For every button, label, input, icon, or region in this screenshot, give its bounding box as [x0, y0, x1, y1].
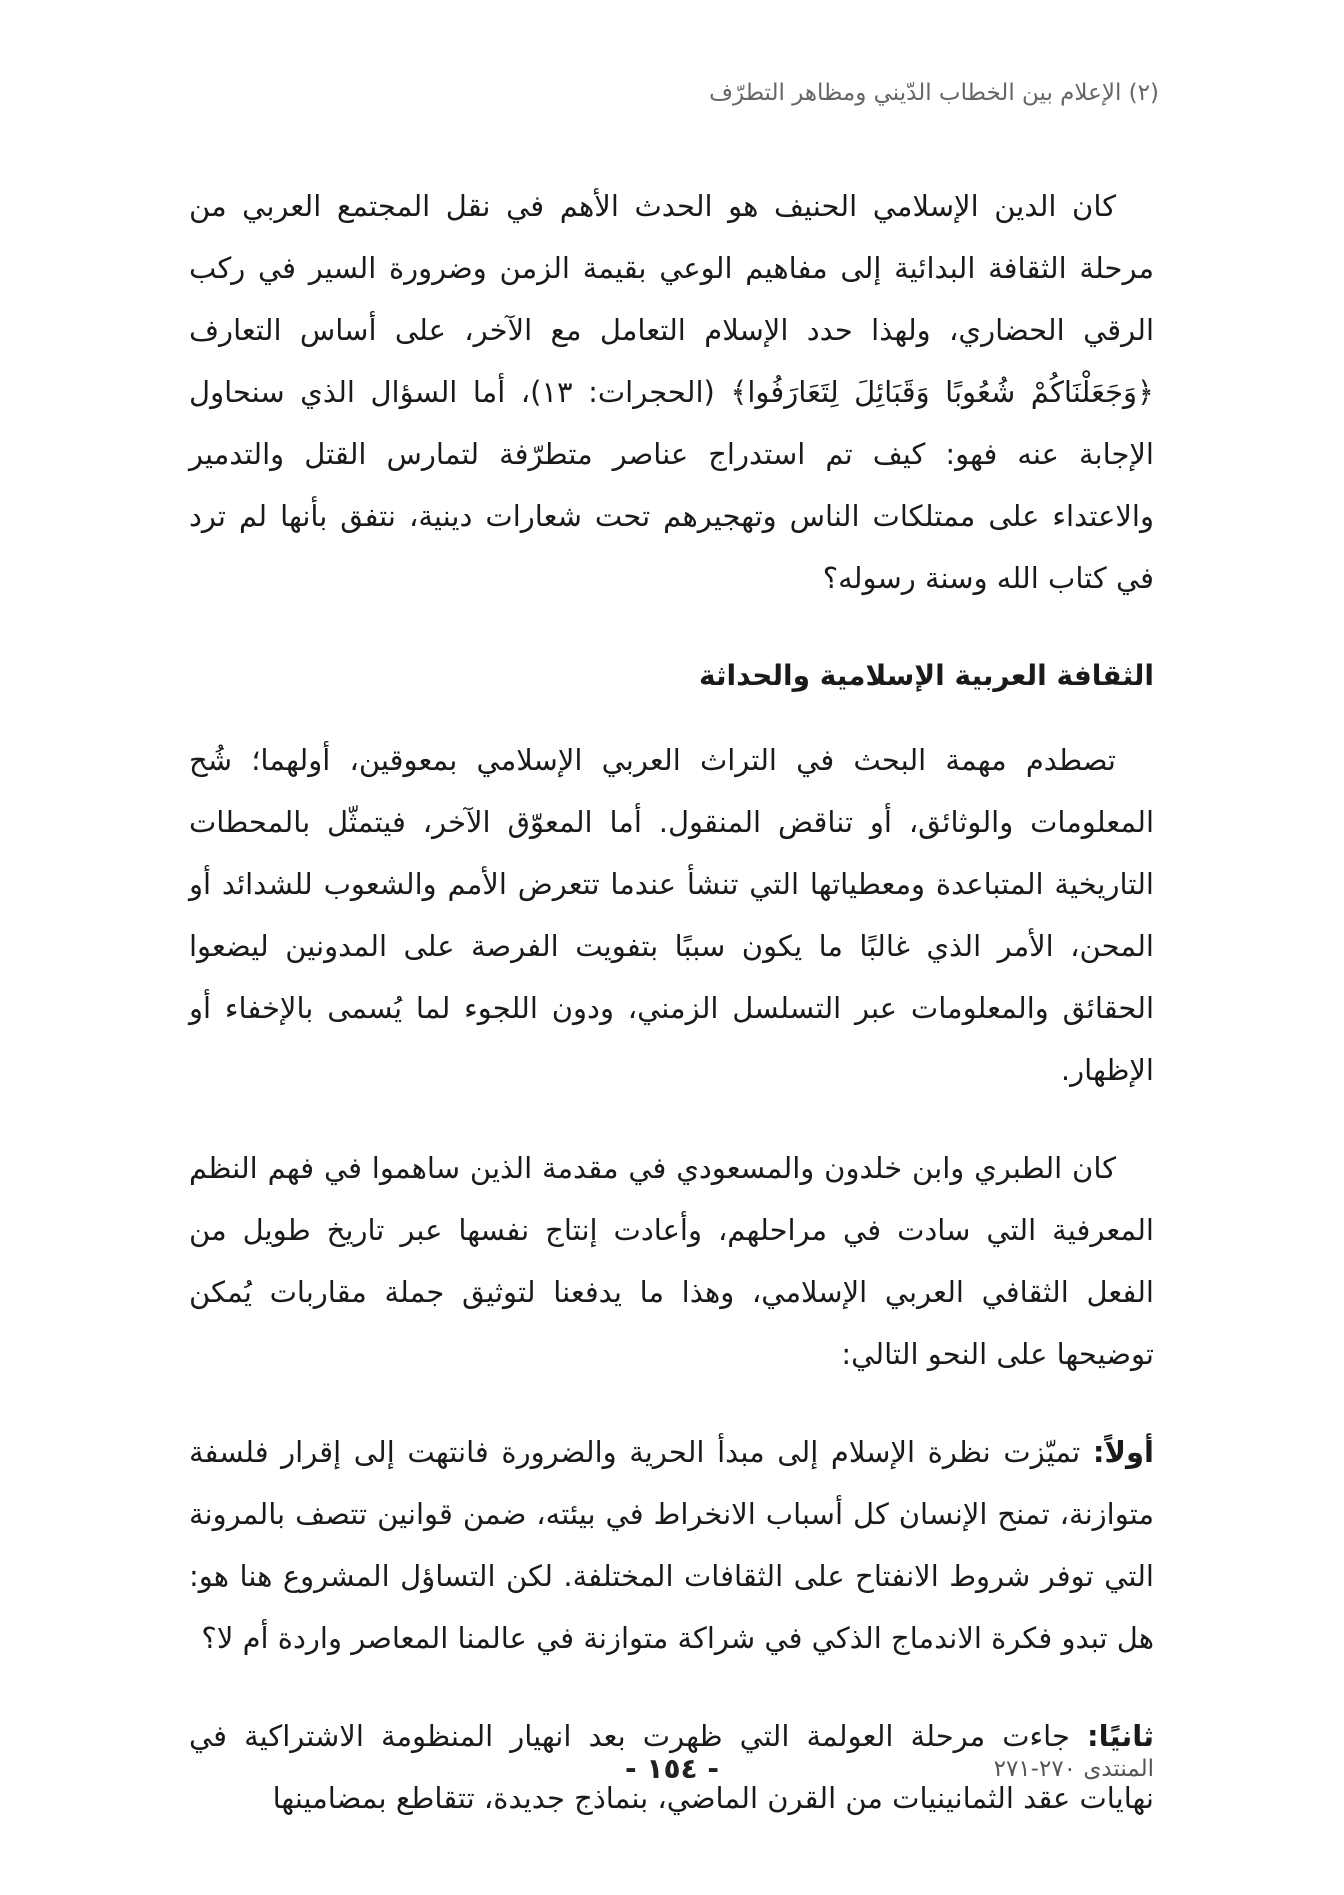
first-point-text: تميّزت نظرة الإسلام إلى مبدأ الحرية والضرورة فانتهت إلى إقرار فلسفة متوازنة، تمنح الإنسان كل أسباب الانخراط في بيئته، ضمن قوانين تتصف بالمرونة التي توفر شروط الانفتاح على الثقافات المختلفة. لكن التساؤل المشروع هنا هو: هل تبدو فكرة الاندماج الذكي في شراكة متوازنة في عالمنا المعاصر واردة أم لا؟	[189, 1435, 1154, 1655]
paragraph-intro: كان الدين الإسلامي الحنيف هو الحدث الأهم في نقل المجتمع العربي من مرحلة الثقافة البدائية إلى مفاهيم الوعي بقيمة الزمن وضرورة السير في ركب الرقي الحضاري، ولهذا حدد الإسلام التعامل مع الآخر، على أساس التعارف ﴿وَجَعَلْنَاكُمْ شُعُوبًا وَقَبَائِلَ لِتَعَارَفُوا﴾ (الحجرات: ١٣)، أما السؤال الذي سنحاول الإجابة عنه فهو: كيف تم استدراج عناصر متطرّفة لتمارس القتل والتدمير والاعتداء على ممتلكات الناس وتهجيرهم تحت شعارات دينية، نتفق بأنها لم ترد في كتاب الله وسنة رسوله؟	[189, 189, 1154, 595]
section-heading: الثقافة العربية الإسلامية والحداثة	[699, 659, 1154, 692]
spacer	[189, 609, 1154, 645]
first-point-label: أولاً:	[1092, 1435, 1154, 1469]
spacer	[189, 1385, 1154, 1421]
paragraph-obstacles: تصطدم مهمة البحث في التراث العربي الإسلامي بمعوقين، أولهما؛ شُح المعلومات والوثائق، أو تناقض المنقول. أما المعوّق الآخر، فيتمثّل بالمحطات التاريخية المتباعدة ومعطياتها التي تنشأ عندما تتعرض الأمم والشعوب للشدائد أو المحن، الأمر الذي غالبًا ما يكون سببًا بتفويت الفرصة على المدونين ليضعوا الحقائق والمعلومات عبر التسلسل الزمني، ودون اللجوء لما يُسمى بالإخفاء أو الإظهار.	[189, 743, 1154, 1087]
article-body	[189, 175, 1154, 1829]
spacer	[189, 1669, 1154, 1705]
running-title: (٢) الإعلام بين الخطاب الدّيني ومظاهر التطرّف	[709, 80, 1159, 106]
second-point-label: ثانيًا:	[1087, 1719, 1154, 1753]
page-footer	[0, 1752, 1344, 1792]
paragraph-first-point	[189, 1421, 1154, 1669]
spacer	[189, 707, 1154, 729]
spacer	[189, 1101, 1154, 1137]
paragraph-historians: كان الطبري وابن خلدون والمسعودي في مقدمة الذين ساهموا في فهم النظم المعرفية التي سادت في مراحلهم، وأعادت إنتاج نفسها عبر تاريخ طويل من الفعل الثقافي العربي الإسلامي، وهذا ما يدفعنا لتوثيق جملة مقاربات يُمكن توضيحها على النحو التالي:	[189, 1151, 1154, 1371]
journal-issue: المنتدى ٢٧٠-٢٧١	[993, 1756, 1154, 1782]
second-point-text: جاءت مرحلة العولمة التي ظهرت بعد انهيار المنظومة الاشتراكية في نهايات عقد الثمانينيات من القرن الماضي، بنماذج جديدة، تتقاطع بمضامينها	[189, 1719, 1154, 1815]
page-number: - ١٥٤ -	[624, 1752, 720, 1785]
